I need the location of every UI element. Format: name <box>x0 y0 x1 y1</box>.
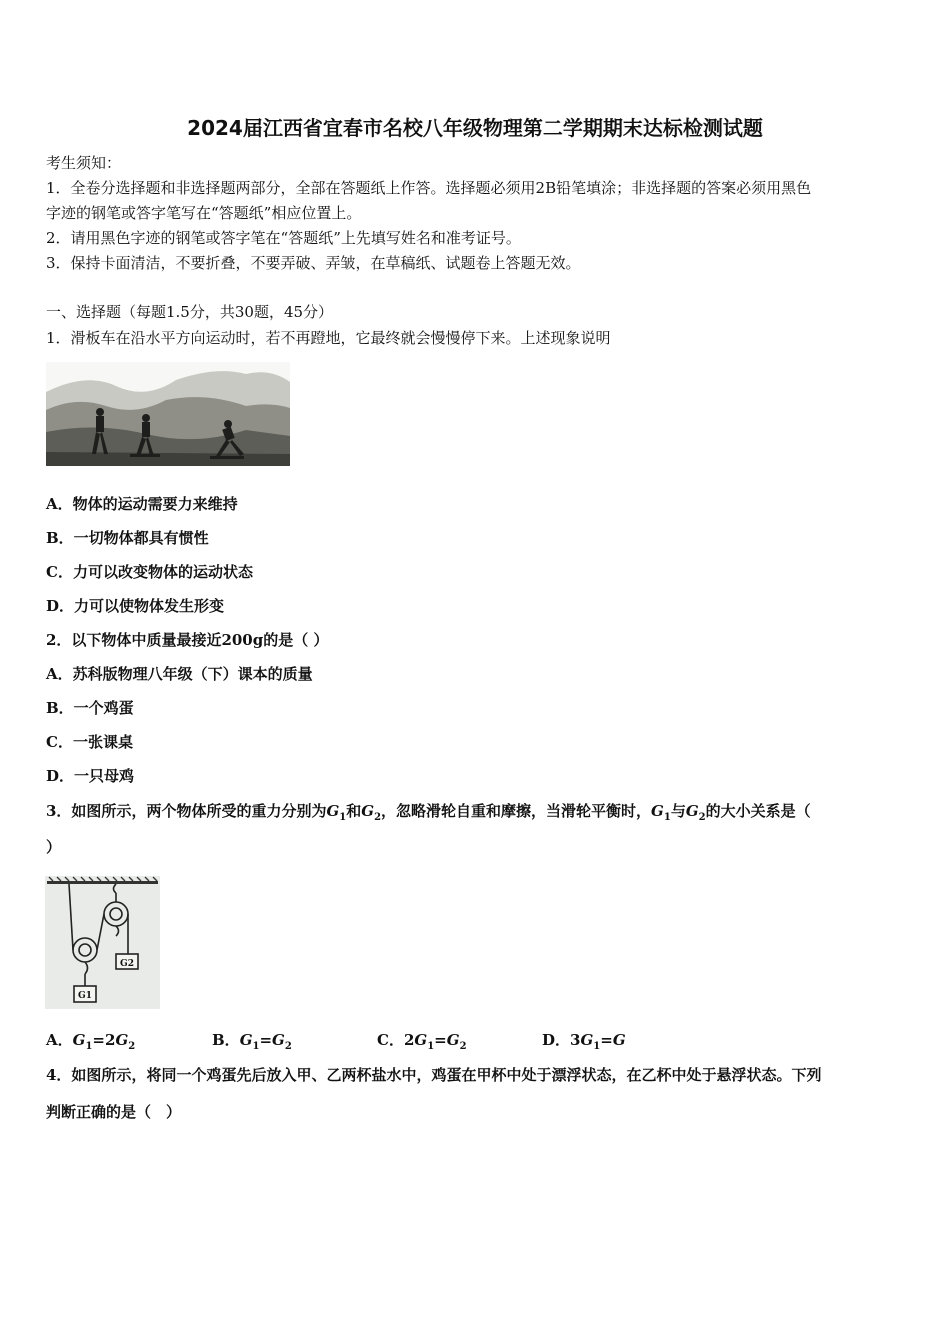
notice-heading: 考生须知： <box>46 154 122 172</box>
question-2-option-a: A．苏科版物理八年级（下）课本的质量 <box>46 665 313 683</box>
notice-item: 字迹的钢笔或答字笔写在“答题纸”相应位置上。 <box>46 204 362 222</box>
question-2-option-b: B．一个鸡蛋 <box>46 699 134 717</box>
question-3-stem-close: ） <box>46 838 62 856</box>
question-2-option-c: C．一张课桌 <box>46 733 133 751</box>
question-1-option-c: C．力可以改变物体的运动状态 <box>46 563 253 581</box>
question-2-stem: 2．以下物体中质量最接近200g的是（ ） <box>46 631 329 649</box>
question-1-stem: 1．滑板车在沿水平方向运动时，若不再蹬地，它最终就会慢慢停下来。上述现象说明 <box>46 329 611 347</box>
notice-item: 1．全卷分选择题和非选择题两部分，全部在答题纸上作答。选择题必须用2B铅笔填涂；非选择题的答案必须用黑色 <box>46 179 812 197</box>
skateboard-photo <box>46 362 290 466</box>
question-2-option-d: D．一只母鸡 <box>46 767 135 785</box>
notice-item: 3．保持卡面清洁，不要折叠，不要弄破、弄皱，在草稿纸、试题卷上答题无效。 <box>46 254 581 272</box>
question-4-stem: 4．如图所示，将同一个鸡蛋先后放入甲、乙两杯盐水中，鸡蛋在甲杯中处于漂浮状态，在乙杯中处于悬浮状态。下列 <box>46 1066 822 1084</box>
question-1-option-b: B．一切物体都具有惯性 <box>46 529 209 547</box>
question-3-stem: 3．如图所示，两个物体所受的重力分别为$G_1$和$G_2$，忽略滑轮自重和摩擦，当滑轮平衡时，$G_1$与$G_2$的大小关系是（ <box>46 802 811 823</box>
question-1-option-d: D．力可以使物体发生形变 <box>46 597 225 615</box>
question-3-option-a: A．$G_1=2G_2$ <box>46 1031 136 1052</box>
question-3-option-b: B．$G_1=G_2$ <box>212 1031 292 1052</box>
section-heading: 一、选择题（每题1.5分，共30题，45分） <box>46 303 334 321</box>
pulley-diagram <box>45 876 160 1009</box>
notice-item: 2．请用黑色字迹的钢笔或答字笔在“答题纸”上先填写姓名和准考证号。 <box>46 229 521 247</box>
question-3-option-c: C．$2G_1=G_2$ <box>377 1031 467 1052</box>
question-4-stem-cont: 判断正确的是（ ） <box>46 1103 182 1121</box>
weight-label-g1: G1 <box>78 991 92 1001</box>
weight-label-g2: G2 <box>120 959 134 969</box>
question-3-option-d: D．$3G_1=G$ <box>542 1031 626 1052</box>
page-title: 2024届江西省宜春市名校八年级物理第二学期期末达标检测试题 <box>187 116 763 140</box>
question-1-option-a: A．物体的运动需要力来维持 <box>46 495 238 513</box>
